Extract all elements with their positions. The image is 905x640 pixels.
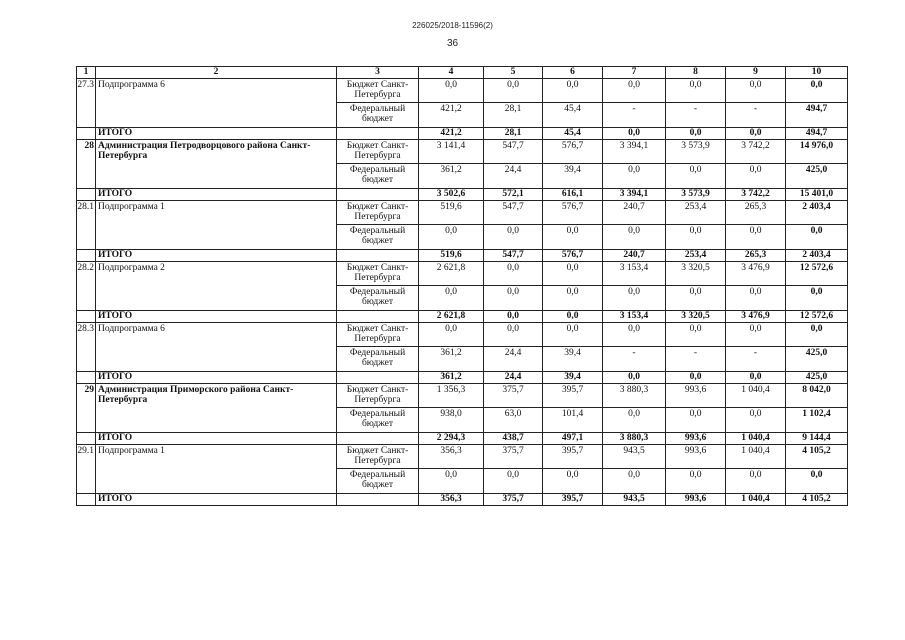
value-cell: 1 356,3 bbox=[419, 383, 484, 407]
total-label: ИТОГО bbox=[96, 188, 337, 200]
value-cell: 356,3 bbox=[419, 444, 484, 468]
value-cell: 0,0 bbox=[603, 322, 666, 346]
value-cell: 0,0 bbox=[543, 224, 603, 249]
row-number: 29 bbox=[77, 383, 96, 432]
table-body bbox=[77, 67, 848, 506]
total-value-cell: 28,1 bbox=[484, 127, 543, 139]
value-cell: 547,7 bbox=[484, 139, 543, 163]
value-cell: 943,5 bbox=[603, 444, 666, 468]
value-cell: 28,1 bbox=[484, 102, 543, 127]
value-cell: 494,7 bbox=[786, 102, 848, 127]
value-cell: 425,0 bbox=[786, 346, 848, 371]
value-cell: 0,0 bbox=[419, 224, 484, 249]
value-cell: 0,0 bbox=[603, 163, 666, 188]
total-source bbox=[337, 310, 419, 322]
value-cell: 101,4 bbox=[543, 407, 603, 432]
column-header: 5 bbox=[484, 67, 543, 79]
total-row bbox=[77, 249, 848, 261]
total-value-cell: 3 742,2 bbox=[726, 188, 786, 200]
value-cell: 0,0 bbox=[726, 407, 786, 432]
value-cell: 0,0 bbox=[726, 224, 786, 249]
total-source bbox=[337, 493, 419, 505]
value-cell: - bbox=[726, 346, 786, 371]
total-source bbox=[337, 188, 419, 200]
total-value-cell: 0,0 bbox=[666, 371, 726, 383]
total-value-cell: 12 572,6 bbox=[786, 310, 848, 322]
value-cell: 0,0 bbox=[484, 322, 543, 346]
value-cell: 0,0 bbox=[726, 468, 786, 493]
total-row bbox=[77, 310, 848, 322]
funding-source: Федеральный бюджет bbox=[337, 346, 419, 371]
value-cell: 361,2 bbox=[419, 163, 484, 188]
column-header: 6 bbox=[543, 67, 603, 79]
total-row bbox=[77, 493, 848, 505]
total-label: ИТОГО bbox=[96, 432, 337, 444]
value-cell: 0,0 bbox=[786, 468, 848, 493]
value-cell: 39,4 bbox=[543, 346, 603, 371]
value-cell: 0,0 bbox=[786, 285, 848, 310]
total-value-cell: 395,7 bbox=[543, 493, 603, 505]
value-cell: 547,7 bbox=[484, 200, 543, 224]
value-cell: 0,0 bbox=[726, 163, 786, 188]
value-cell: 0,0 bbox=[786, 78, 848, 102]
total-value-cell: 4 105,2 bbox=[786, 493, 848, 505]
value-cell: - bbox=[603, 346, 666, 371]
total-value-cell: 0,0 bbox=[726, 127, 786, 139]
funding-source: Бюджет Санкт-Петербурга bbox=[337, 200, 419, 224]
total-value-cell: 3 320,5 bbox=[666, 310, 726, 322]
total-source bbox=[337, 432, 419, 444]
value-cell: - bbox=[666, 102, 726, 127]
funding-source: Федеральный бюджет bbox=[337, 407, 419, 432]
value-cell: 0,0 bbox=[543, 322, 603, 346]
total-value-cell: 3 573,9 bbox=[666, 188, 726, 200]
total-value-cell: 421,2 bbox=[419, 127, 484, 139]
value-cell: 8 042,0 bbox=[786, 383, 848, 407]
total-value-cell: 497,1 bbox=[543, 432, 603, 444]
value-cell: 395,7 bbox=[543, 383, 603, 407]
column-header: 4 bbox=[419, 67, 484, 79]
total-value-cell: 438,7 bbox=[484, 432, 543, 444]
funding-source: Бюджет Санкт-Петербурга bbox=[337, 261, 419, 285]
total-value-cell: 3 394,1 bbox=[603, 188, 666, 200]
total-value-cell: 0,0 bbox=[603, 371, 666, 383]
value-cell: 45,4 bbox=[543, 102, 603, 127]
row-name: Подпрограмма 2 bbox=[96, 261, 337, 310]
value-cell: 0,0 bbox=[484, 468, 543, 493]
value-cell: 0,0 bbox=[419, 468, 484, 493]
value-cell: 0,0 bbox=[726, 285, 786, 310]
value-cell: 3 742,2 bbox=[726, 139, 786, 163]
column-header: 10 bbox=[786, 67, 848, 79]
total-value-cell: 0,0 bbox=[726, 371, 786, 383]
total-source bbox=[337, 127, 419, 139]
value-cell: 0,0 bbox=[543, 78, 603, 102]
total-value-cell: 993,6 bbox=[666, 432, 726, 444]
column-header: 8 bbox=[666, 67, 726, 79]
table-row bbox=[77, 139, 848, 163]
value-cell: 361,2 bbox=[419, 346, 484, 371]
value-cell: 0,0 bbox=[726, 322, 786, 346]
value-cell: 0,0 bbox=[666, 163, 726, 188]
column-header: 1 bbox=[77, 67, 96, 79]
total-value-cell: 2 294,3 bbox=[419, 432, 484, 444]
value-cell: 2 621,8 bbox=[419, 261, 484, 285]
value-cell: - bbox=[666, 346, 726, 371]
value-cell: 24,4 bbox=[484, 346, 543, 371]
total-value-cell: 3 880,3 bbox=[603, 432, 666, 444]
value-cell: - bbox=[726, 102, 786, 127]
value-cell: 39,4 bbox=[543, 163, 603, 188]
total-value-cell: 24,4 bbox=[484, 371, 543, 383]
row-name: Подпрограмма 1 bbox=[96, 444, 337, 493]
total-value-cell: 547,7 bbox=[484, 249, 543, 261]
total-value-cell: 1 040,4 bbox=[726, 432, 786, 444]
total-value-cell: 0,0 bbox=[603, 127, 666, 139]
value-cell: 0,0 bbox=[666, 224, 726, 249]
table-row bbox=[77, 78, 848, 102]
total-source bbox=[337, 249, 419, 261]
value-cell: 0,0 bbox=[419, 78, 484, 102]
value-cell: 0,0 bbox=[603, 78, 666, 102]
total-label: ИТОГО bbox=[96, 371, 337, 383]
value-cell: 3 880,3 bbox=[603, 383, 666, 407]
value-cell: 0,0 bbox=[543, 261, 603, 285]
value-cell: 3 153,4 bbox=[603, 261, 666, 285]
row-number: 28 bbox=[77, 139, 96, 188]
value-cell: 0,0 bbox=[484, 285, 543, 310]
value-cell: 0,0 bbox=[786, 224, 848, 249]
value-cell: - bbox=[603, 102, 666, 127]
total-value-cell: 0,0 bbox=[543, 310, 603, 322]
funding-source: Бюджет Санкт-Петербурга bbox=[337, 383, 419, 407]
total-label: ИТОГО bbox=[96, 249, 337, 261]
total-row-number bbox=[77, 127, 96, 139]
total-value-cell: 356,3 bbox=[419, 493, 484, 505]
total-row-number bbox=[77, 188, 96, 200]
total-value-cell: 494,7 bbox=[786, 127, 848, 139]
funding-source: Федеральный бюджет bbox=[337, 285, 419, 310]
row-number: 28.3 bbox=[77, 322, 96, 371]
value-cell: 993,6 bbox=[666, 383, 726, 407]
total-value-cell: 265,3 bbox=[726, 249, 786, 261]
value-cell: 0,0 bbox=[484, 261, 543, 285]
total-value-cell: 2 403,4 bbox=[786, 249, 848, 261]
row-number: 28.1 bbox=[77, 200, 96, 249]
row-number: 28.2 bbox=[77, 261, 96, 310]
total-value-cell: 943,5 bbox=[603, 493, 666, 505]
funding-source: Федеральный бюджет bbox=[337, 163, 419, 188]
value-cell: 3 320,5 bbox=[666, 261, 726, 285]
total-value-cell: 3 476,9 bbox=[726, 310, 786, 322]
table-row bbox=[77, 444, 848, 468]
value-cell: 421,2 bbox=[419, 102, 484, 127]
column-header: 7 bbox=[603, 67, 666, 79]
value-cell: 0,0 bbox=[666, 468, 726, 493]
total-row-number bbox=[77, 371, 96, 383]
total-value-cell: 519,6 bbox=[419, 249, 484, 261]
funding-source: Федеральный бюджет bbox=[337, 224, 419, 249]
value-cell: 0,0 bbox=[603, 468, 666, 493]
total-value-cell: 3 502,6 bbox=[419, 188, 484, 200]
total-value-cell: 572,1 bbox=[484, 188, 543, 200]
value-cell: 0,0 bbox=[603, 285, 666, 310]
value-cell: 0,0 bbox=[484, 224, 543, 249]
total-label: ИТОГО bbox=[96, 127, 337, 139]
funding-source: Бюджет Санкт-Петербурга bbox=[337, 139, 419, 163]
value-cell: 3 394,1 bbox=[603, 139, 666, 163]
value-cell: 576,7 bbox=[543, 200, 603, 224]
value-cell: 0,0 bbox=[603, 407, 666, 432]
value-cell: 0,0 bbox=[484, 78, 543, 102]
value-cell: 0,0 bbox=[666, 78, 726, 102]
total-value-cell: 993,6 bbox=[666, 493, 726, 505]
row-name: Подпрограмма 1 bbox=[96, 200, 337, 249]
value-cell: 240,7 bbox=[603, 200, 666, 224]
value-cell: 24,4 bbox=[484, 163, 543, 188]
total-row-number bbox=[77, 432, 96, 444]
value-cell: 12 572,6 bbox=[786, 261, 848, 285]
column-header-row bbox=[77, 67, 848, 79]
total-value-cell: 240,7 bbox=[603, 249, 666, 261]
column-header: 3 bbox=[337, 67, 419, 79]
total-value-cell: 3 153,4 bbox=[603, 310, 666, 322]
funding-source: Бюджет Санкт-Петербурга bbox=[337, 78, 419, 102]
total-row bbox=[77, 432, 848, 444]
total-value-cell: 576,7 bbox=[543, 249, 603, 261]
value-cell: 0,0 bbox=[666, 407, 726, 432]
row-number: 27.3 bbox=[77, 78, 96, 127]
page-number: 36 bbox=[446, 38, 459, 49]
value-cell: 0,0 bbox=[726, 78, 786, 102]
value-cell: 265,3 bbox=[726, 200, 786, 224]
value-cell: 375,7 bbox=[484, 383, 543, 407]
value-cell: 519,6 bbox=[419, 200, 484, 224]
total-label: ИТОГО bbox=[96, 310, 337, 322]
value-cell: 2 403,4 bbox=[786, 200, 848, 224]
total-row bbox=[77, 371, 848, 383]
total-source bbox=[337, 371, 419, 383]
value-cell: 4 105,2 bbox=[786, 444, 848, 468]
value-cell: 1 040,4 bbox=[726, 383, 786, 407]
total-row-number bbox=[77, 249, 96, 261]
total-label: ИТОГО bbox=[96, 493, 337, 505]
value-cell: 253,4 bbox=[666, 200, 726, 224]
column-header: 9 bbox=[726, 67, 786, 79]
value-cell: 0,0 bbox=[666, 285, 726, 310]
value-cell: 14 976,0 bbox=[786, 139, 848, 163]
total-row-number bbox=[77, 493, 96, 505]
value-cell: 938,0 bbox=[419, 407, 484, 432]
row-number: 29.1 bbox=[77, 444, 96, 493]
table-row bbox=[77, 322, 848, 346]
document-number: 226025/2018-11596(2) bbox=[412, 21, 493, 30]
value-cell: 0,0 bbox=[543, 468, 603, 493]
total-value-cell: 45,4 bbox=[543, 127, 603, 139]
value-cell: 0,0 bbox=[786, 322, 848, 346]
total-row bbox=[77, 127, 848, 139]
total-value-cell: 0,0 bbox=[666, 127, 726, 139]
table-row bbox=[77, 200, 848, 224]
total-value-cell: 15 401,0 bbox=[786, 188, 848, 200]
total-value-cell: 2 621,8 bbox=[419, 310, 484, 322]
table-row bbox=[77, 383, 848, 407]
total-value-cell: 375,7 bbox=[484, 493, 543, 505]
funding-source: Федеральный бюджет bbox=[337, 468, 419, 493]
total-value-cell: 39,4 bbox=[543, 371, 603, 383]
value-cell: 0,0 bbox=[666, 322, 726, 346]
budget-table bbox=[76, 66, 848, 506]
value-cell: 3 476,9 bbox=[726, 261, 786, 285]
table-row bbox=[77, 261, 848, 285]
total-value-cell: 1 040,4 bbox=[726, 493, 786, 505]
total-value-cell: 425,0 bbox=[786, 371, 848, 383]
total-row bbox=[77, 188, 848, 200]
total-value-cell: 616,1 bbox=[543, 188, 603, 200]
value-cell: 63,0 bbox=[484, 407, 543, 432]
row-name: Подпрограмма 6 bbox=[96, 78, 337, 127]
value-cell: 0,0 bbox=[543, 285, 603, 310]
value-cell: 375,7 bbox=[484, 444, 543, 468]
value-cell: 425,0 bbox=[786, 163, 848, 188]
value-cell: 0,0 bbox=[419, 285, 484, 310]
value-cell: 0,0 bbox=[419, 322, 484, 346]
value-cell: 1 102,4 bbox=[786, 407, 848, 432]
value-cell: 3 573,9 bbox=[666, 139, 726, 163]
value-cell: 0,0 bbox=[603, 224, 666, 249]
column-header: 2 bbox=[96, 67, 337, 79]
total-value-cell: 9 144,4 bbox=[786, 432, 848, 444]
total-value-cell: 253,4 bbox=[666, 249, 726, 261]
row-name: Администрация Приморского района Санкт-Петербурга bbox=[96, 383, 337, 432]
funding-source: Федеральный бюджет bbox=[337, 102, 419, 127]
value-cell: 576,7 bbox=[543, 139, 603, 163]
value-cell: 993,6 bbox=[666, 444, 726, 468]
row-name: Подпрограмма 6 bbox=[96, 322, 337, 371]
funding-source: Бюджет Санкт-Петербурга bbox=[337, 444, 419, 468]
value-cell: 1 040,4 bbox=[726, 444, 786, 468]
value-cell: 3 141,4 bbox=[419, 139, 484, 163]
funding-source: Бюджет Санкт-Петербурга bbox=[337, 322, 419, 346]
total-value-cell: 361,2 bbox=[419, 371, 484, 383]
total-row-number bbox=[77, 310, 96, 322]
value-cell: 395,7 bbox=[543, 444, 603, 468]
row-name: Администрация Петродворцового района Санкт-Петербурга bbox=[96, 139, 337, 188]
total-value-cell: 0,0 bbox=[484, 310, 543, 322]
